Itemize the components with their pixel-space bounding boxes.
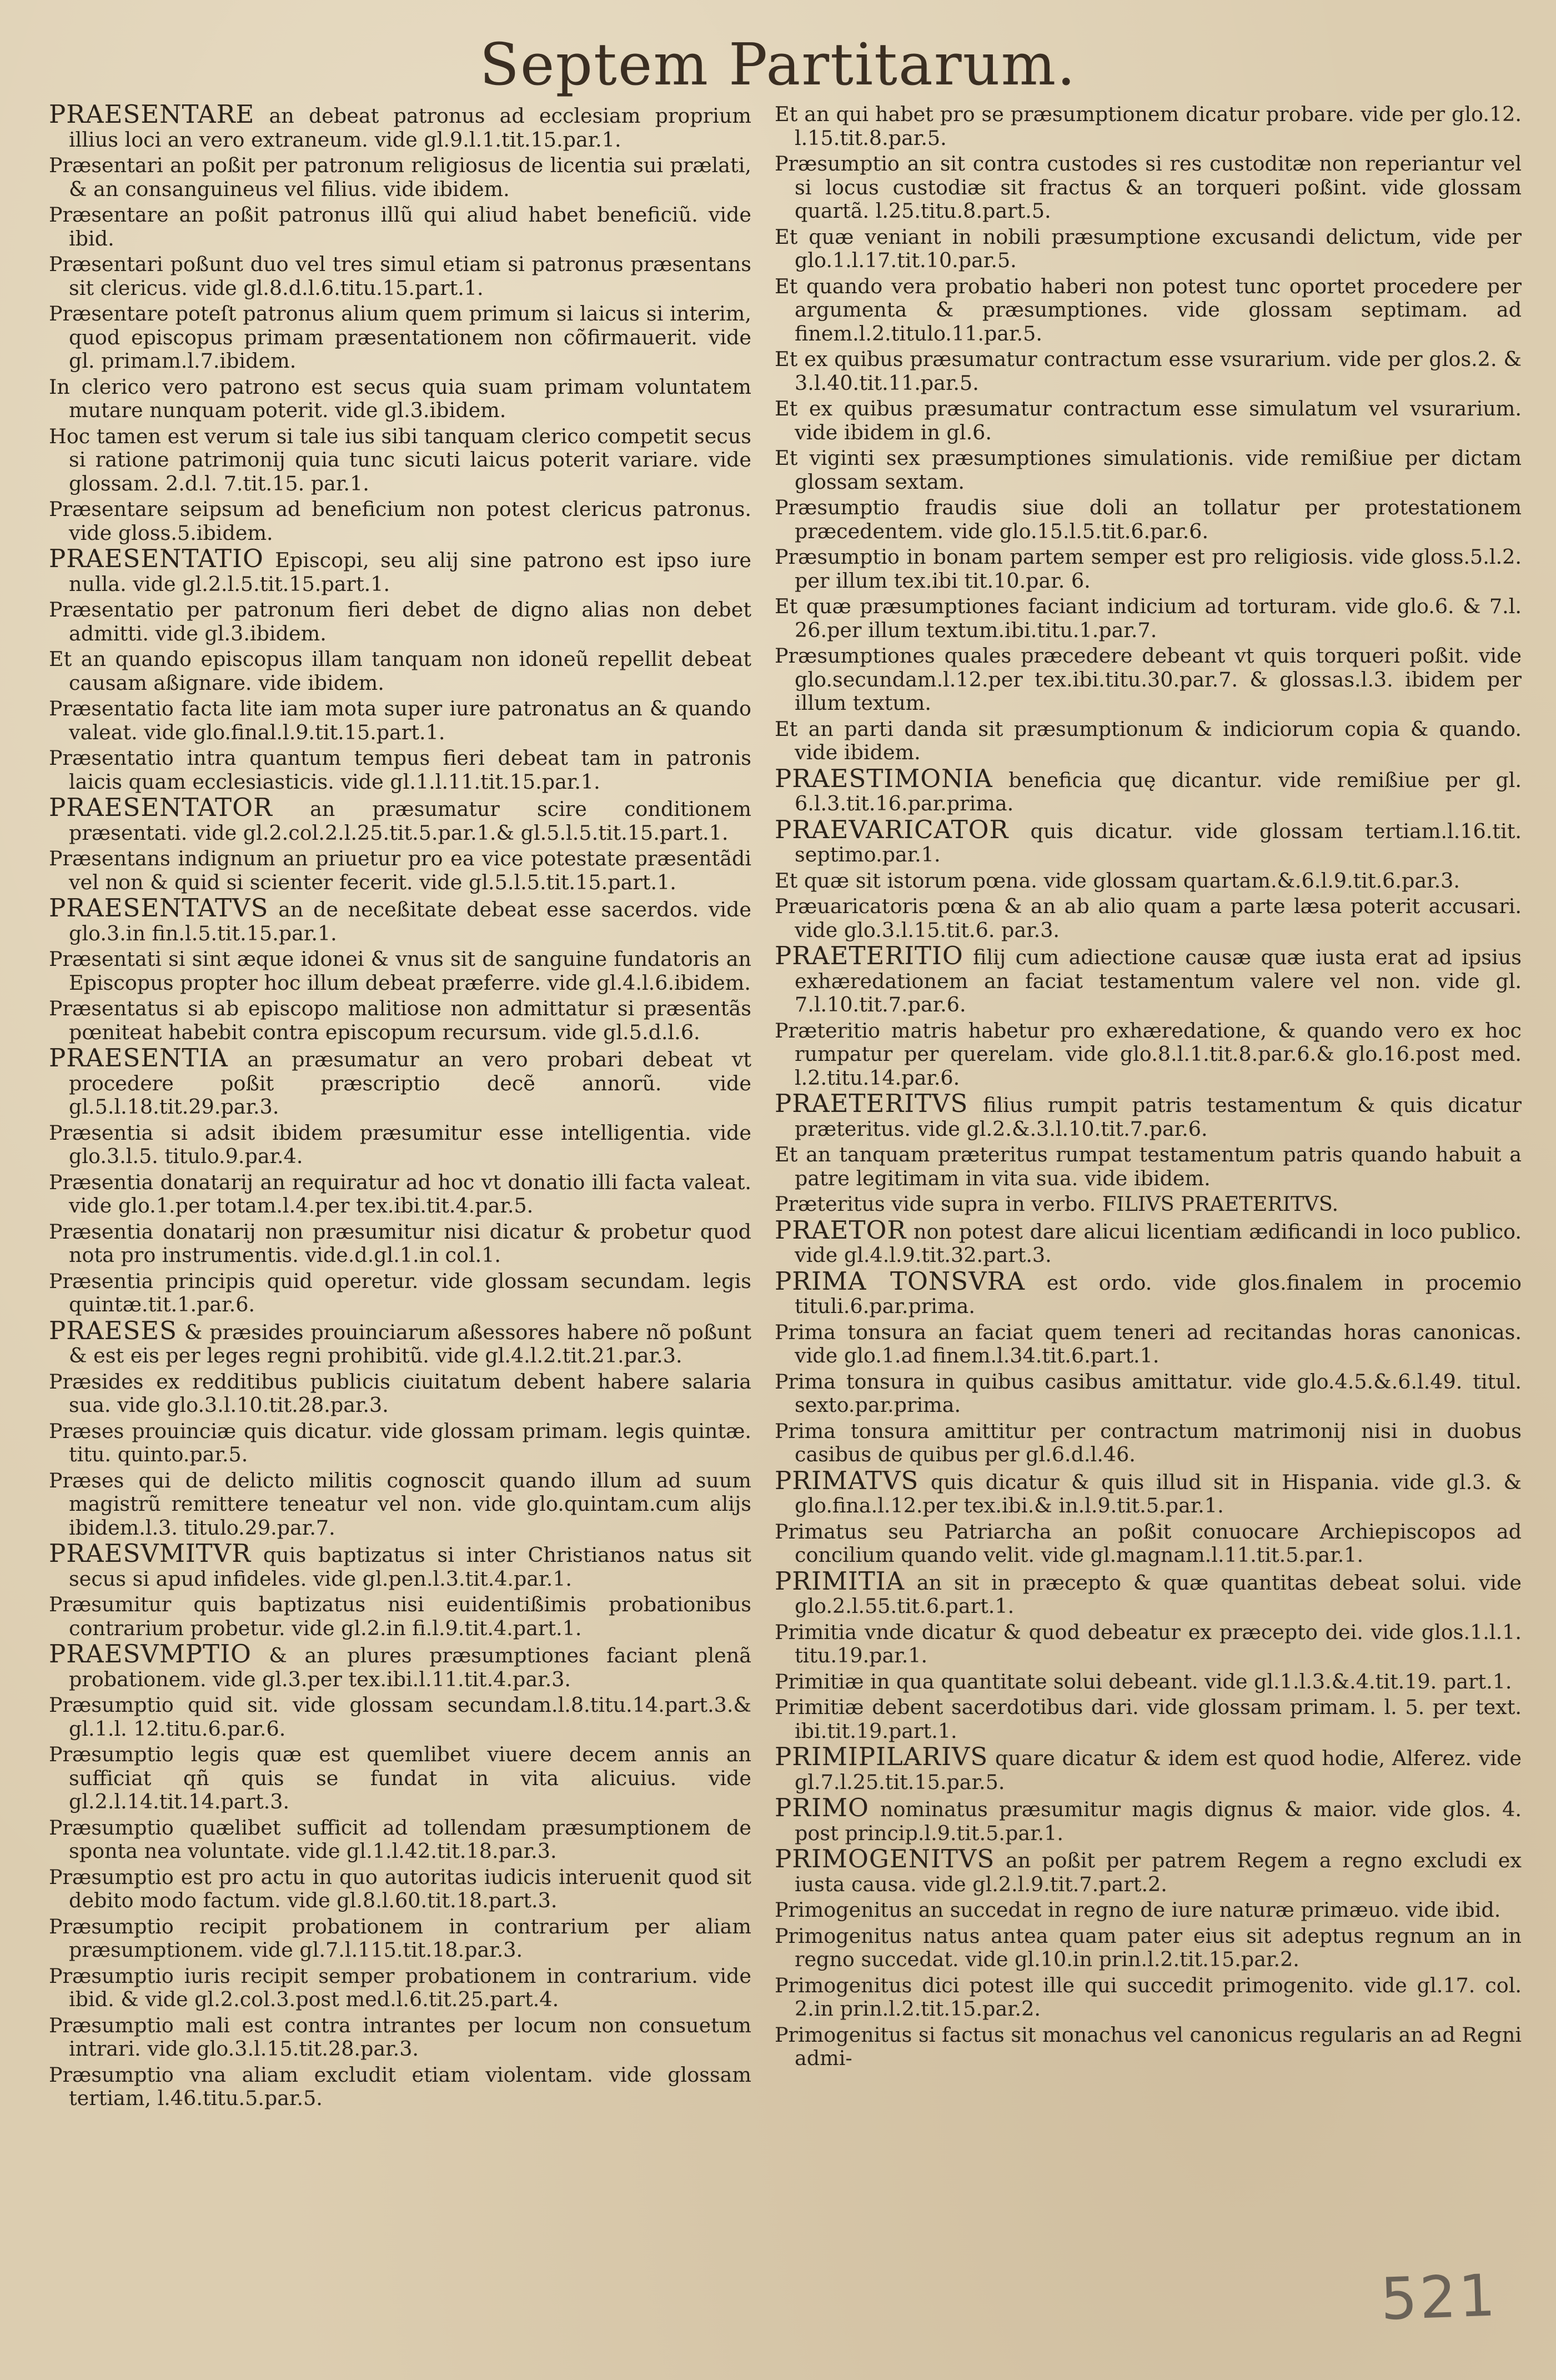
- entry-text: Præsumptio legis quæ est quemlibet viuere decem annis an sufficiat qñ quis se fundat in vita alicuius. vide gl.2.l.14.tit.14.part.3.: [49, 1742, 751, 1813]
- entry-headword: PRAESTIMONIA: [775, 763, 993, 793]
- index-entry: [49, 948, 751, 995]
- index-entry: [775, 226, 1522, 273]
- entry-text: Præsumptio est pro actu in quo autoritas iudicis interuenit quod sit debito modo factum. vide gl.8.l.60.tit.18.part.3.: [49, 1865, 751, 1912]
- entry-text: Præsentatio facta lite iam mota super iure patronatus an & quando valeat. vide glo.final.l.9.tit.15.part.1.: [49, 697, 751, 744]
- entry-headword: PRAESENTIA: [49, 1043, 228, 1073]
- index-entry: [775, 595, 1522, 642]
- entry-headword: PRAESENTATIO: [49, 544, 264, 573]
- entry-headword: PRAETERITIO: [775, 941, 963, 970]
- entry-text: Præteritio matris habetur pro exhæredatione, & quando vero ex hoc rumpatur per querelam. vide glo.8.l.1.tit.8.par.6.& glo.16.post med. l.2.titu.14.par.6.: [775, 1018, 1522, 1090]
- index-entry: [49, 997, 751, 1044]
- entry-text: & præsides prouinciarum aßessores habere nõ poßunt & est eis per leges regni prohibitũ. vide gl.4.l.2.tit.21.par.3.: [69, 1320, 751, 1367]
- entry-text: Primogenitus natus antea quam pater eius sit adeptus regnum an in regno succedat. vide gl.10.in prin.l.2.tit.15.par.2.: [775, 1923, 1522, 1971]
- index-entry: [775, 152, 1522, 223]
- index-entry: [49, 1593, 751, 1640]
- entry-headword: PRIMATVS: [775, 1465, 919, 1495]
- index-entry: [775, 1844, 1522, 1896]
- index-entry: [49, 203, 751, 250]
- entry-text: Præsumptio iuris recipit semper probationem in contrarium. vide ibid. & vide gl.2.col.3.post med.l.6.tit.25.part.4.: [49, 1963, 751, 2011]
- index-entry: [49, 598, 751, 645]
- entry-headword: PRAESENTATVS: [49, 893, 269, 923]
- index-entry: [775, 348, 1522, 395]
- index-entry: [775, 895, 1522, 942]
- index-entry: [775, 1520, 1522, 1567]
- entry-headword: PRIMOGENITVS: [775, 1844, 995, 1873]
- index-entry: [775, 1266, 1522, 1319]
- entry-text: an sit in præcepto & quæ quantitas debeat solui. vide glo.2.l.55.tit.6.part.1.: [795, 1570, 1522, 1618]
- entry-text: In clerico vero patrono est secus quia suam primam voluntatem mutare nunquam poterit. vide gl.3.ibidem.: [49, 374, 751, 422]
- entry-text: Et quando vera probatio haberi non potest tunc oportet procedere per argumenta & præsumptiones. vide glossam septimam. ad finem.l.2.titulo.11.par.5.: [775, 274, 1522, 345]
- entry-text: Primogenitus si factus sit monachus vel canonicus regularis an ad Regni admi-: [775, 2022, 1522, 2070]
- index-entry: [49, 746, 751, 794]
- index-entry: [49, 425, 751, 496]
- index-entry: [775, 1898, 1522, 1922]
- entry-text: beneficia quę dicantur. vide remißiue per gl. 6.l.3.tit.16.par.prima.: [795, 768, 1522, 815]
- entry-text: Præsentare an poßit patronus illũ qui aliud habet beneficiũ. vide ibid.: [49, 203, 751, 250]
- index-entry: [49, 1220, 751, 1267]
- index-entry: [49, 2063, 751, 2111]
- entry-text: Prima tonsura in quibus casibus amittatur. vide glo.4.5.&.6.l.49. titul. sexto.par.prima.: [775, 1369, 1522, 1417]
- entry-text: Præsentare seipsum ad beneficium non potest clericus patronus. vide gloss.5.ibidem.: [49, 497, 751, 545]
- entry-text: Præsumptio vna aliam excludit etiam violentam. vide glossam tertiam, l.46.titu.5.par.5.: [49, 2062, 751, 2110]
- entry-text: Primogenitus an succedat in regno de iure naturæ primæuo. vide ibid.: [775, 1898, 1501, 1922]
- index-entry: [775, 1670, 1522, 1694]
- index-entry: [49, 1915, 751, 1962]
- entry-headword: PRAEVARICATOR: [775, 814, 1009, 844]
- index-entry: [775, 1465, 1522, 1518]
- entry-headword: PRAESENTARE: [49, 99, 255, 129]
- entry-text: Et an parti danda sit præsumptionum & indiciorum copia & quando. vide ibidem.: [775, 716, 1522, 764]
- entry-headword: PRIMITIA: [775, 1566, 905, 1596]
- entry-headword: PRAESVMPTIO: [49, 1639, 252, 1668]
- index-entry: [49, 1693, 751, 1741]
- entry-text: Præsentari poßunt duo vel tres simul etiam si patronus præsentans sit clericus. vide gl.8.d.l.6.titu.15.part.1.: [49, 252, 751, 300]
- entry-text: Præsentans indignum an priuetur pro ea vice potestate præsentãdi vel non & quid si scienter fecerit. vide gl.5.l.5.tit.15.part.1.: [49, 846, 751, 894]
- left-column: [49, 99, 751, 2113]
- index-entry: [49, 544, 751, 596]
- index-entry: [49, 697, 751, 744]
- entry-text: Præsumptio quid sit. vide glossam secundam.l.8.titu.14.part.3.& gl.1.l. 12.titu.6.par.6.: [49, 1693, 751, 1741]
- entry-text: Et quæ præsumptiones faciant indicium ad torturam. vide glo.6. & 7.l. 26.per illum textum.ibi.titu.1.par.7.: [775, 594, 1522, 642]
- index-entry: [49, 154, 751, 201]
- entry-text: Et an quando episcopus illam tanquam non idoneũ repellit debeat causam aßignare. vide ibidem.: [49, 647, 751, 695]
- entry-text: Præuaricatoris pœna & an ab alio quam a parte læsa poterit accusari. vide glo.3.l.15.tit.6. par.3.: [775, 894, 1522, 942]
- entry-text: & an plures præsumptiones faciant plenã probationem. vide gl.3.per tex.ibi.l.11.tit.4.par.3.: [69, 1644, 751, 1691]
- index-entry: [775, 1370, 1522, 1417]
- index-entry: [775, 1621, 1522, 1668]
- entry-text: Præsumptiones quales præcedere debeant vt quis torqueri poßit. vide glo.secundam.l.12.per tex.ibi.titu.30.par.7. & glossas.l.3. ibidem per illum textum.: [775, 644, 1522, 715]
- index-entry: [49, 99, 751, 152]
- entry-text: quis baptizatus si inter Christianos natus sit secus si apud infideles. vide gl.pen.l.3.tit.4.par.1.: [69, 1543, 751, 1591]
- entry-text: Præsides ex redditibus publicis ciuitatum debent habere salaria sua. vide glo.3.l.10.tit.28.par.3.: [49, 1369, 751, 1417]
- index-entry: [775, 103, 1522, 150]
- entry-text: an poßit per patrem Regem a regno excludi ex iusta causa. vide gl.2.l.9.tit.7.part.2.: [795, 1848, 1522, 1896]
- index-entry: [775, 763, 1522, 816]
- entry-text: Præsumptio an sit contra custodes si res custoditæ non reperiantur vel si locus custodiæ sit fractus & an torqueri poßint. vide glossam quartã. l.25.titu.8.part.5.: [775, 152, 1522, 223]
- entry-text: Primatus seu Patriarcha an poßit conuocare Archiepiscopos ad concilium quando velit. vide gl.magnam.l.11.tit.5.par.1.: [775, 1519, 1522, 1567]
- index-entry: [49, 1315, 751, 1368]
- index-entry: [775, 1019, 1522, 1090]
- entry-text: Et quæ sit istorum pœna. vide glossam quartam.&.6.l.9.tit.6.par.3.: [775, 868, 1460, 893]
- index-entry: [49, 498, 751, 545]
- index-entry: [49, 847, 751, 894]
- index-entry: [775, 718, 1522, 765]
- entry-text: Præsentia principis quid operetur. vide glossam secundam. legis quintæ.tit.1.par.6.: [49, 1269, 751, 1316]
- index-entry: [775, 1420, 1522, 1467]
- index-entry: [49, 375, 751, 423]
- index-entry: [775, 275, 1522, 346]
- index-entry: [775, 869, 1522, 893]
- entry-headword: PRIMIPILARIVS: [775, 1742, 988, 1771]
- index-entry: [775, 1321, 1522, 1368]
- entry-text: Præsumptio fraudis siue doli an tollatur per protestationem præcedentem. vide glo.15.l.5.tit.6.par.6.: [775, 495, 1522, 543]
- index-entry: [775, 1696, 1522, 1743]
- entry-text: quis dicatur. vide glossam tertiam.l.16.tit. septimo.par.1.: [795, 819, 1522, 866]
- index-entry: [775, 1143, 1522, 1190]
- index-entry: [49, 2014, 751, 2061]
- entry-text: Et ex quibus præsumatur contractum esse simulatum vel vsurarium. vide ibidem in gl.6.: [775, 397, 1522, 444]
- entry-text: Et an qui habet pro se præsumptionem dicatur probare. vide per glo.12. l.15.tit.8.par.5.: [775, 102, 1522, 150]
- entry-headword: PRAESVMITVR: [49, 1539, 252, 1568]
- index-entry: [49, 1866, 751, 1913]
- entry-text: Præses qui de delicto militis cognoscit quando illum ad suum magistrũ remittere teneatur vel non. vide glo.quintam.cum alijs ibidem.l.3. titulo.29.par.7.: [49, 1468, 751, 1540]
- folio-number: 521: [1379, 2261, 1499, 2333]
- index-entry: [49, 1639, 751, 1691]
- entry-headword: PRIMO: [775, 1793, 869, 1822]
- index-entry: [775, 1974, 1522, 2021]
- index-entry: [49, 1539, 751, 1591]
- entry-text: an de neceßitate debeat esse sacerdos. vide glo.3.in fin.l.5.tit.15.par.1.: [69, 898, 751, 945]
- entry-text: Præsentare poteſt patronus alium quem primum si laicus si interim, quod episcopus primam præsentationem non cõfirmauerit. vide gl. primam.l.7.ibidem.: [49, 302, 751, 373]
- entry-text: Præsentatio intra quantum tempus fieri debeat tam in patronis laicis quam ecclesiasticis. vide gl.1.l.11.tit.15.par.1.: [49, 746, 751, 794]
- entry-text: Præsumptio in bonam partem semper est pro religiosis. vide gloss.5.l.2. per illum tex.ibi tit.10.par. 6.: [775, 545, 1522, 593]
- entry-headword: PRAESENTATOR: [49, 793, 273, 822]
- index-entry: [49, 1816, 751, 1863]
- entry-text: Præsumitur quis baptizatus nisi euidentißimis probationibus contrarium probetur. vide gl.2.in fi.l.9.tit.4.part.1.: [49, 1592, 751, 1640]
- index-entry: [49, 302, 751, 373]
- index-entry: [775, 2023, 1522, 2071]
- entry-text: Et viginti sex præsumptiones simulationis. vide remißiue per dictam glossam sextam.: [775, 446, 1522, 494]
- entry-text: filius rumpit patris testamentum & quis dicatur præteritus. vide gl.2.&.3.l.10.tit.7.par.6.: [795, 1093, 1522, 1141]
- index-entry: [49, 648, 751, 695]
- index-entry: [49, 1743, 751, 1814]
- entry-text: Præteritus vide supra in verbo. FILIVS PRAETERITVS.: [775, 1192, 1339, 1216]
- index-entry: [775, 397, 1522, 444]
- entry-text: Et an tanquam præteritus rumpat testamentum patris quando habuit a patre legitimam in vita sua. vide ibidem.: [775, 1143, 1522, 1190]
- entry-text: Præsentatus si ab episcopo malitiose non admittatur si præsentãs pœniteat habebit contra episcopum recursum. vide gl.5.d.l.6.: [49, 996, 751, 1044]
- entry-text: Præsentatio per patronum fieri debet de digno alias non debet admitti. vide gl.3.ibidem.: [49, 598, 751, 645]
- index-entry: [775, 496, 1522, 543]
- entry-text: Præsentia si adsit ibidem præsumitur esse intelligentia. vide glo.3.l.5. titulo.9.par.4.: [49, 1120, 751, 1168]
- entry-text: Præses prouinciæ quis dicatur. vide glossam primam. legis quintæ. titu. quinto.par.5.: [49, 1419, 751, 1466]
- index-entry: [49, 1965, 751, 2012]
- index-entry: [775, 1925, 1522, 1972]
- entry-text: Præsentati si sint æque idonei & vnus sit de sanguine fundatoris an Episcopus propter hoc illum debeat præferre. vide gl.4.l.6.ibidem.: [49, 947, 751, 995]
- entry-text: an præsumatur scire conditionem præsentati. vide gl.2.col.2.l.25.tit.5.par.1.& gl.5.l.5.tit.15.part.1.: [69, 797, 751, 845]
- entry-text: Præsumptio recipit probationem in contrarium per aliam præsumptionem. vide gl.7.l.115.tit.18.par.3.: [49, 1914, 751, 1962]
- index-entry: [775, 1566, 1522, 1619]
- index-entry: [49, 793, 751, 845]
- index-entry: [775, 1215, 1522, 1267]
- index-entry: [775, 1742, 1522, 1794]
- index-entry: [49, 1420, 751, 1467]
- page-title: Septem Partitarum.: [479, 31, 1077, 98]
- entry-text: Primogenitus dici potest ille qui succedit primogenito. vide gl.17. col. 2.in prin.l.2.tit.15.par.2.: [775, 1973, 1522, 2021]
- entry-text: Præsumptio quælibet sufficit ad tollendam præsumptionem de sponta nea voluntate. vide gl.1.l.42.tit.18.par.3.: [49, 1815, 751, 1863]
- entry-text: an debeat patronus ad ecclesiam proprium illius loci an vero extraneum. vide gl.9.l.1.tit.15.par.1.: [69, 104, 751, 152]
- index-entry: [775, 1089, 1522, 1141]
- index-entry: [775, 447, 1522, 494]
- entry-text: Præsentia donatarij an requiratur ad hoc vt donatio illi facta valeat. vide glo.1.per totam.l.4.per tex.ibi.tit.4.par.5.: [49, 1170, 751, 1217]
- index-entry: [49, 253, 751, 300]
- index-entry: [49, 1121, 751, 1169]
- entry-text: Præsentia donatarij non præsumitur nisi dicatur & probetur quod nota pro instrumentis. vide.d.gl.1.in col.1.: [49, 1219, 751, 1267]
- index-entry: [49, 893, 751, 945]
- index-entry: [49, 1469, 751, 1540]
- entry-text: quis dicatur & quis illud sit in Hispania. vide gl.3. & glo.fina.l.12.per tex.ibi.& in.l.9.tit.5.par.1.: [795, 1470, 1522, 1517]
- entry-text: Episcopi, seu alij sine patrono est ipso iure nulla. vide gl.2.l.5.tit.15.part.1.: [69, 548, 751, 596]
- entry-headword: PRIMA TONSVRA: [775, 1266, 1026, 1296]
- entry-text: Primitiæ in qua quantitate solui debeant. vide gl.1.l.3.&.4.tit.19. part.1.: [775, 1669, 1512, 1693]
- entry-text: Prima tonsura amittitur per contractum matrimonij nisi in duobus casibus de quibus per gl.6.d.l.46.: [775, 1419, 1522, 1466]
- index-entry: [775, 1793, 1522, 1845]
- index-entry: [775, 814, 1522, 867]
- entry-text: Primitia vnde dicatur & quod debeatur ex præcepto dei. vide glos.1.l.1. titu.19.par.1.: [775, 1620, 1522, 1667]
- index-entry: [49, 1270, 751, 1317]
- entry-text: Et ex quibus præsumatur contractum esse vsurarium. vide per glos.2. & 3.l.40.tit.11.par.5.: [775, 347, 1522, 395]
- entry-text: Præsumptio mali est contra intrantes per locum non consuetum intrari. vide glo.3.l.15.tit.28.par.3.: [49, 2013, 751, 2061]
- entry-text: Et quæ veniant in nobili præsumptione excusandi delictum, vide per glo.1.l.17.tit.10.par.5.: [775, 224, 1522, 272]
- right-column: [775, 103, 1522, 2073]
- entry-text: nominatus præsumitur magis dignus & maior. vide glos. 4. post princip.l.9.tit.5.par.1.: [795, 1797, 1522, 1845]
- entry-text: Præsentari an poßit per patronum religiosus de licentia sui prælati, & an consanguineus vel filius. vide ibidem.: [49, 153, 751, 201]
- index-entry: [775, 644, 1522, 715]
- index-entry: [49, 1043, 751, 1119]
- index-entry: [775, 545, 1522, 593]
- entry-text: filij cum adiectione causæ quæ iusta erat ad ipsius exhæredationem an faciat testamentum valere vel non. vide gl. 7.l.10.tit.7.par.6.: [795, 945, 1522, 1016]
- index-entry: [775, 941, 1522, 1017]
- index-entry: [49, 1370, 751, 1417]
- entry-text: Prima tonsura an faciat quem teneri ad recitandas horas canonicas. vide glo.1.ad finem.l.34.tit.6.part.1.: [775, 1320, 1522, 1367]
- entry-text: an præsumatur an vero probari debeat vt procedere poßit præscriptio decẽ annorũ. vide gl.5.l.18.tit.29.par.3.: [69, 1048, 751, 1119]
- index-entry: [775, 1192, 1522, 1216]
- entry-headword: PRAESES: [49, 1315, 178, 1345]
- entry-text: non potest dare alicui licentiam ædificandi in loco publico. vide gl.4.l.9.tit.32.part.3.: [795, 1219, 1522, 1267]
- entry-headword: PRAETOR: [775, 1215, 907, 1245]
- entry-headword: PRAETERITVS: [775, 1089, 968, 1118]
- entry-text: Hoc tamen est verum si tale ius sibi tanquam clerico competit secus si ratione patrimonij quia tunc sicuti laicus poterit variare. vide glossam. 2.d.l. 7.tit.15. par.1.: [49, 424, 751, 495]
- entry-text: est ordo. vide glos.finalem in procemio tituli.6.par.prima.: [795, 1270, 1522, 1318]
- entry-text: Primitiæ debent sacerdotibus dari. vide glossam primam. l. 5. per text. ibi.tit.19.part.1.: [775, 1695, 1522, 1743]
- index-entry: [49, 1171, 751, 1218]
- entry-text: quare dicatur & idem est quod hodie, Alferez. vide gl.7.l.25.tit.15.par.5.: [795, 1746, 1522, 1794]
